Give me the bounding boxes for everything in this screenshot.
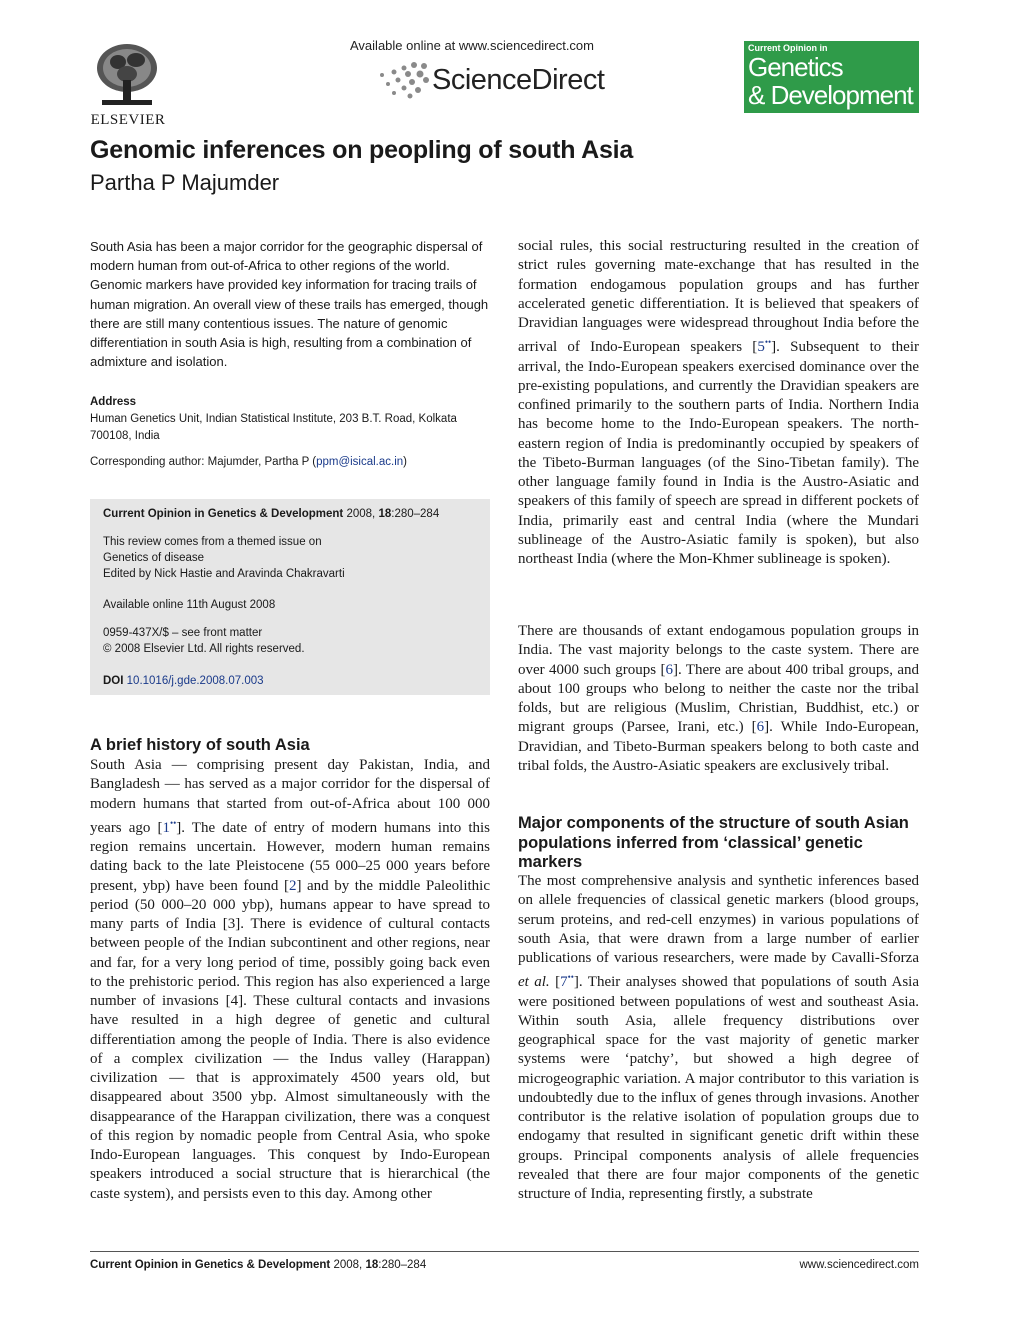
info-doi-label: DOI [103,675,124,687]
ref-link-2[interactable]: 2 [288,877,297,894]
section-heading-components: Major components of the structure of south Asian populations inferred from ‘classical’ genetic markers [518,814,909,871]
address-label: Address [90,396,137,408]
footer-url[interactable]: www.sciencedirect.com [799,1259,919,1271]
history-text-1: South Asia — comprising present day Pakistan, India, and Bangladesh — has served as a major corridor for the dispersal of modern humans that started from out-of-Africa about 100 000 years ago [ [90,757,490,836]
info-journal: Current Opinion in Genetics & Development [103,508,344,520]
ref-link-1[interactable]: 1 [162,819,170,836]
publisher-name: ELSEVIER [90,112,166,128]
col2-text-2: ]. Subsequent to their arrival, the Indo-European speakers exercised dominance over the pre-existing populations, and currently the Dravidian speakers are confined primarily to the southern parts of India. Northern India has become home to the Indo-European speakers. The north-eastern region of India is predominantly occupied by speakers of the Tibeto-Burman languages (of the Sino-Tibetan family). The other language family found in India is the Austro-Asiatic and speakers of this family of speech are spread in different pockets of India, primarily east and central India (where the Mundari sublineage of the Austro-Asiatic family is spoken), but also northeast India (where the Mon-Khmer sublineage is spoken). [518,339,919,567]
corresponding-email-link[interactable]: ppm@isical.ac.in [316,456,404,468]
corresponding-suffix: ) [403,456,408,468]
elsevier-tree-icon [92,40,162,108]
history-text-3: ] and by the middle Paleolithic period (50 000–20 000 ybp), humans appear to have spread to many parts of India [3]. There is evidence of cultural contacts between people of the Indian subcontinent and other regions, near and far, for a very long period of time, possibly going back even to the prehistoric period. This region has also experienced a large number of invasions [4]. These cultural contacts and invasions have resulted in a high degree of genetic and cultural differentiation among the people of India. There is also evidence of a complex civilization — the Indus valley (Harappan) civilization — that is approximately 4500 years old, but disappeared about 3500 ybp. Almost simultaneously with the disappearance of the Harappan civilization, there was a conquest of this region by nomadic people from Central Asia, who spoke Indo-European languages. This conquest by Indo-European speakers introduced a social structure that is hierarchical (the caste system), and persists even to this day. Among other [90,877,491,1202]
corresponding-prefix: Corresponding author: Majumder, Partha P ( [90,456,317,468]
ref-marker: •• [169,817,177,828]
col2-text-1: social rules, this social restructuring resulted in the creation of strict rules governing mate-exchange that has resulted in the formation endogamous population groups and has further accelerated genetic differentiation. It is believed that speakers of Dravidian languages were widespread throughout India before the arrival of Indo-European speakers [ [518,238,919,356]
info-volume: 18 [378,508,392,520]
components-text-2: ]. Their analyses showed that populations of south Asia were positioned between populations of west and southeast Asia. Within south Asia, allele frequency distributions over geographical space for the vast majority of genetic marker systems were ‘patchy’, but showed a high degree of microgeographic variation. A major contributor to this variation is undoubtedly due to the influx of genes through invasions. Another contributor is the relative isolation of population groups due to endogamy that resulted in significant genetic drift within these groups. Principal components analysis of allele frequencies revealed that there are four major components of the genetic structure of India, representing firstly, a substrate [518,974,920,1202]
journal-kicker: Current Opinion in [748,43,828,53]
et-al: et al. [518,974,550,991]
ref-marker: •• [567,972,574,983]
article-author: Partha P Majumder [90,170,280,195]
sciencedirect-wordmark: ScienceDirect [432,64,605,96]
journal-name-line2: & Development [748,80,913,110]
components-body [518,872,919,1204]
footer-citation [90,1259,426,1271]
info-theme [103,534,483,582]
info-editors: Edited by Nick Hastie and Aravinda Chakravarti [103,568,345,580]
article-info-box [90,499,490,695]
sciencedirect-logo[interactable] [374,58,614,102]
corresponding-author [90,456,492,468]
abstract: South Asia has been a major corridor for the geographic dispersal of modern human from out-of-Africa to other regions of the world. Genomic markers have provided key information for tracing trails of human migration. An overall view of these trails has emerged, though there are still many contentious issues. The nature of genomic differentiation in south Asia is high, resulting from a combination of admixture and isolation. [90,239,489,370]
footer-volume: 18 [365,1259,379,1271]
section-heading-history: A brief history of south Asia [90,736,310,754]
ref-link-6[interactable]: 6 [665,661,673,678]
col2-paragraph-2 [518,622,919,776]
history-body [90,756,490,1204]
info-year: 2008, [346,508,376,520]
address-block [90,394,492,445]
info-available: Available online 11th August 2008 [103,599,276,611]
info-copyright: © 2008 Elsevier Ltd. All rights reserved. [103,643,305,655]
sciencedirect-dots-icon [374,60,436,100]
address-text: Human Genetics Unit, Indian Statistical Institute, 203 B.T. Road, Kolkata 700108, India [90,413,457,442]
footer-journal: Current Opinion in Genetics & Development [90,1259,331,1271]
elsevier-logo [88,40,168,130]
info-pages: :280–284 [391,508,440,520]
col2-p2-text-3: ]. While Indo-European, Dravidian, and Tibeto-Burman speakers belong to both caste and tribal folds, the Austro-Asiatic speakers are exclusively tribal. [518,719,920,774]
footer-pages: :280–284 [378,1259,427,1271]
doi-link[interactable]: 10.1016/j.gde.2008.07.003 [126,675,264,687]
available-online-text[interactable]: Available online at www.sciencedirect.com [350,38,594,53]
journal-name-line1: Genetics [748,52,843,82]
col2-p2-text-2: ]. There are about 400 tribal groups, and about 100 groups who belong to neither the caste nor the tribal folds, but are religious (Muslim, Christian, Buddhist, etc.) or migrant groups (Parsee, Irani, etc.) [ [518,661,919,736]
info-doi [103,673,483,689]
ref-marker: •• [764,337,772,348]
info-citation [103,506,483,522]
ref-link-7[interactable]: 7 [560,974,568,991]
components-text-bracket: [ [549,974,561,991]
info-theme-line2: Genetics of disease [103,552,205,564]
col2-paragraph-1 [518,237,919,569]
history-text-2: ]. The date of entry of modern humans into this region remains uncertain. However, modern human remains dating back to the late Pleistocene (55 000–25 000 years before present, ybp) have been found [ [90,819,490,894]
journal-logo-box [744,41,919,113]
info-theme-line1: This review comes from a themed issue on [103,536,322,548]
components-text-1: The most comprehensive analysis and synthetic inferences based on allele frequencies of classical genetic markers (blood groups, serum proteins, and red-cell enzymes) in various populations of south Asia, that were drawn from a large number of earlier publications of various researchers, were made by Cavalli-Sforza [518,873,919,966]
article-title: Genomic inferences on peopling of south Asia [90,136,634,164]
footer-divider [90,1251,919,1252]
info-issn: 0959-437X/$ – see front matter [103,627,263,639]
ref-link-5[interactable]: 5 [757,339,765,356]
footer-year: 2008, [333,1259,363,1271]
col2-p2-text-1: There are thousands of extant endogamous population groups in India. The vast majority belongs to the caste system. There are over 4000 such groups [ [518,623,919,678]
ref-link-6b[interactable]: 6 [756,719,765,736]
